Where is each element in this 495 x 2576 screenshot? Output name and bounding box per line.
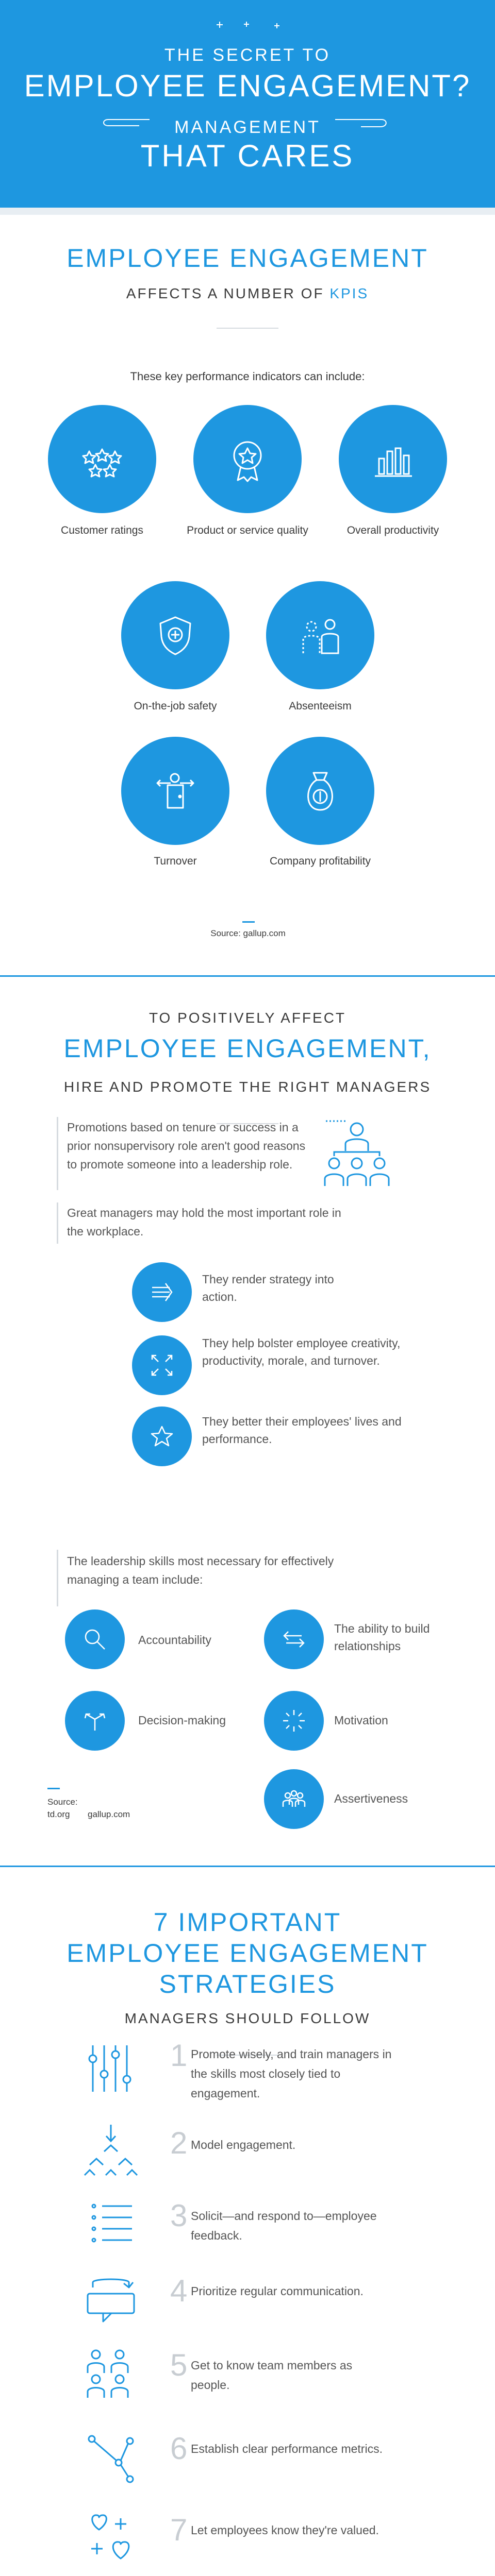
kpi-intro: These key performance indicators can include: bbox=[130, 370, 365, 383]
kpi-label-turnover: Turnover bbox=[154, 855, 197, 867]
star-icon bbox=[132, 1406, 192, 1466]
money-bag-icon bbox=[266, 737, 374, 845]
kpi-label-customer-ratings: Customer ratings bbox=[61, 524, 143, 536]
para-bar-1 bbox=[57, 1117, 58, 1190]
hero-line-1: THE SECRET TO bbox=[164, 45, 331, 65]
skill-relationships: The ability to build relationships bbox=[334, 1622, 430, 1653]
door-arrows-icon bbox=[121, 737, 229, 845]
strategy-7: Let employees know they're valued. bbox=[191, 2523, 379, 2537]
hero-line-4: THAT CARES bbox=[140, 139, 355, 173]
strategy-3: Solicit—and respond to—employee feedback. bbox=[191, 2209, 377, 2242]
hero-decoration bbox=[0, 0, 495, 208]
strategy-number-1: 1 bbox=[170, 2038, 188, 2073]
strategy-1: Promote wisely, and train managers in the skills most closely tied to engagement. bbox=[191, 2047, 392, 2100]
strategy-number-7: 7 bbox=[170, 2513, 188, 2547]
kpi-subtitle bbox=[0, 285, 495, 302]
node-graph-icon bbox=[82, 2430, 139, 2486]
hearts-icon bbox=[82, 2509, 139, 2566]
managers-para-1: Promotions based on tenure or success in a prior nonsupervisory role aren't good reasons to promote someone into a leadership role. bbox=[67, 1121, 306, 1171]
strategies-title-3: STRATEGIES bbox=[159, 1970, 336, 1998]
sliders-icon bbox=[82, 2040, 139, 2097]
strategy-number-6: 6 bbox=[170, 2431, 188, 2466]
para-bar-2 bbox=[57, 1202, 58, 1244]
kpi-label-absenteeism: Absenteeism bbox=[289, 700, 352, 712]
skill-accountability: Accountability bbox=[138, 1633, 211, 1647]
bullet-3: They better their employees' lives and performance. bbox=[202, 1415, 402, 1446]
section-divider bbox=[0, 975, 495, 977]
source-tick bbox=[242, 921, 255, 923]
chat-cycle-icon bbox=[82, 2272, 139, 2329]
strategy-4: Prioritize regular communication. bbox=[191, 2284, 364, 2298]
managers-title: EMPLOYEE ENGAGEMENT, bbox=[63, 1034, 432, 1063]
managers-source-label: Source: bbox=[47, 1797, 78, 1807]
hero-line-3: MANAGEMENT bbox=[174, 117, 321, 137]
kpi-label-safety: On-the-job safety bbox=[134, 700, 217, 712]
kpi-source: Source: gallup.com bbox=[210, 928, 286, 938]
exchange-arrows-icon bbox=[264, 1609, 324, 1669]
team-icon bbox=[264, 1769, 324, 1829]
skill-motivation: Motivation bbox=[334, 1714, 388, 1727]
strategy-number-2: 2 bbox=[170, 2126, 188, 2160]
hero-line-2: EMPLOYEE ENGAGEMENT? bbox=[24, 69, 471, 103]
managers-source-2: gallup.com bbox=[88, 1809, 130, 1819]
kpi-subtitle-highlight: KPIS bbox=[329, 285, 369, 301]
kpi-label-product-quality: Product or service quality bbox=[187, 524, 308, 536]
section-separator bbox=[0, 208, 495, 215]
magnifier-icon bbox=[65, 1609, 125, 1669]
strategies-title-1: 7 IMPORTANT bbox=[153, 1908, 342, 1937]
bullet-1: They render strategy into action. bbox=[202, 1273, 334, 1303]
bar-chart-icon bbox=[339, 405, 447, 513]
shield-plus-icon bbox=[121, 581, 229, 689]
kpi-subtitle-text: AFFECTS A NUMBER OF bbox=[126, 285, 330, 301]
managers-source-1: td.org bbox=[47, 1809, 70, 1819]
source-tick-2 bbox=[47, 1788, 60, 1789]
skill-assertiveness: Assertiveness bbox=[334, 1792, 408, 1805]
promotion-icon bbox=[316, 1114, 398, 1191]
kpi-title: EMPLOYEE ENGAGEMENT bbox=[67, 244, 428, 273]
expand-icon bbox=[132, 1335, 192, 1395]
arrows-right-icon bbox=[132, 1262, 192, 1322]
strategy-number-4: 4 bbox=[170, 2274, 188, 2308]
skill-decision-making: Decision-making bbox=[138, 1714, 226, 1727]
strategy-2: Model engagement. bbox=[191, 2138, 296, 2151]
strategies-title-2: EMPLOYEE ENGAGEMENT bbox=[67, 1939, 428, 1968]
hero-banner bbox=[0, 0, 495, 208]
managers-para-3: The leadership skills most necessary for effectively managing a team include: bbox=[67, 1554, 334, 1586]
strategy-number-5: 5 bbox=[170, 2348, 188, 2382]
strategy-6: Establish clear performance metrics. bbox=[191, 2442, 383, 2455]
quality-badge-icon bbox=[193, 405, 302, 513]
people-icon bbox=[82, 2345, 139, 2402]
sparkle-icon bbox=[264, 1691, 324, 1751]
kpi-label-profitability: Company profitability bbox=[269, 855, 371, 867]
kpi-label-productivity: Overall productivity bbox=[346, 524, 439, 536]
managers-pretitle: TO POSITIVELY AFFECT bbox=[148, 1010, 346, 1026]
managers-subtitle: HIRE AND PROMOTE THE RIGHT MANAGERS bbox=[63, 1079, 432, 1095]
kpi-rule bbox=[217, 328, 278, 329]
strategies-subtitle: MANAGERS SHOULD FOLLOW bbox=[124, 2010, 371, 2026]
strategy-5: Get to know team members as people. bbox=[191, 2359, 353, 2392]
list-icon bbox=[82, 2196, 139, 2252]
managers-para-2: Great managers may hold the most important role in the workplace. bbox=[67, 1206, 341, 1238]
absent-person-icon bbox=[266, 581, 374, 689]
bullet-2: They help bolster employee creativity, productivity, morale, and turnover. bbox=[202, 1336, 401, 1367]
strategy-number-3: 3 bbox=[170, 2198, 188, 2233]
decision-arrows-icon bbox=[65, 1691, 125, 1751]
para-bar-3 bbox=[57, 1550, 58, 1606]
stars-icon bbox=[48, 405, 156, 513]
section-divider-2 bbox=[0, 1866, 495, 1867]
chevrons-icon bbox=[82, 2122, 139, 2178]
